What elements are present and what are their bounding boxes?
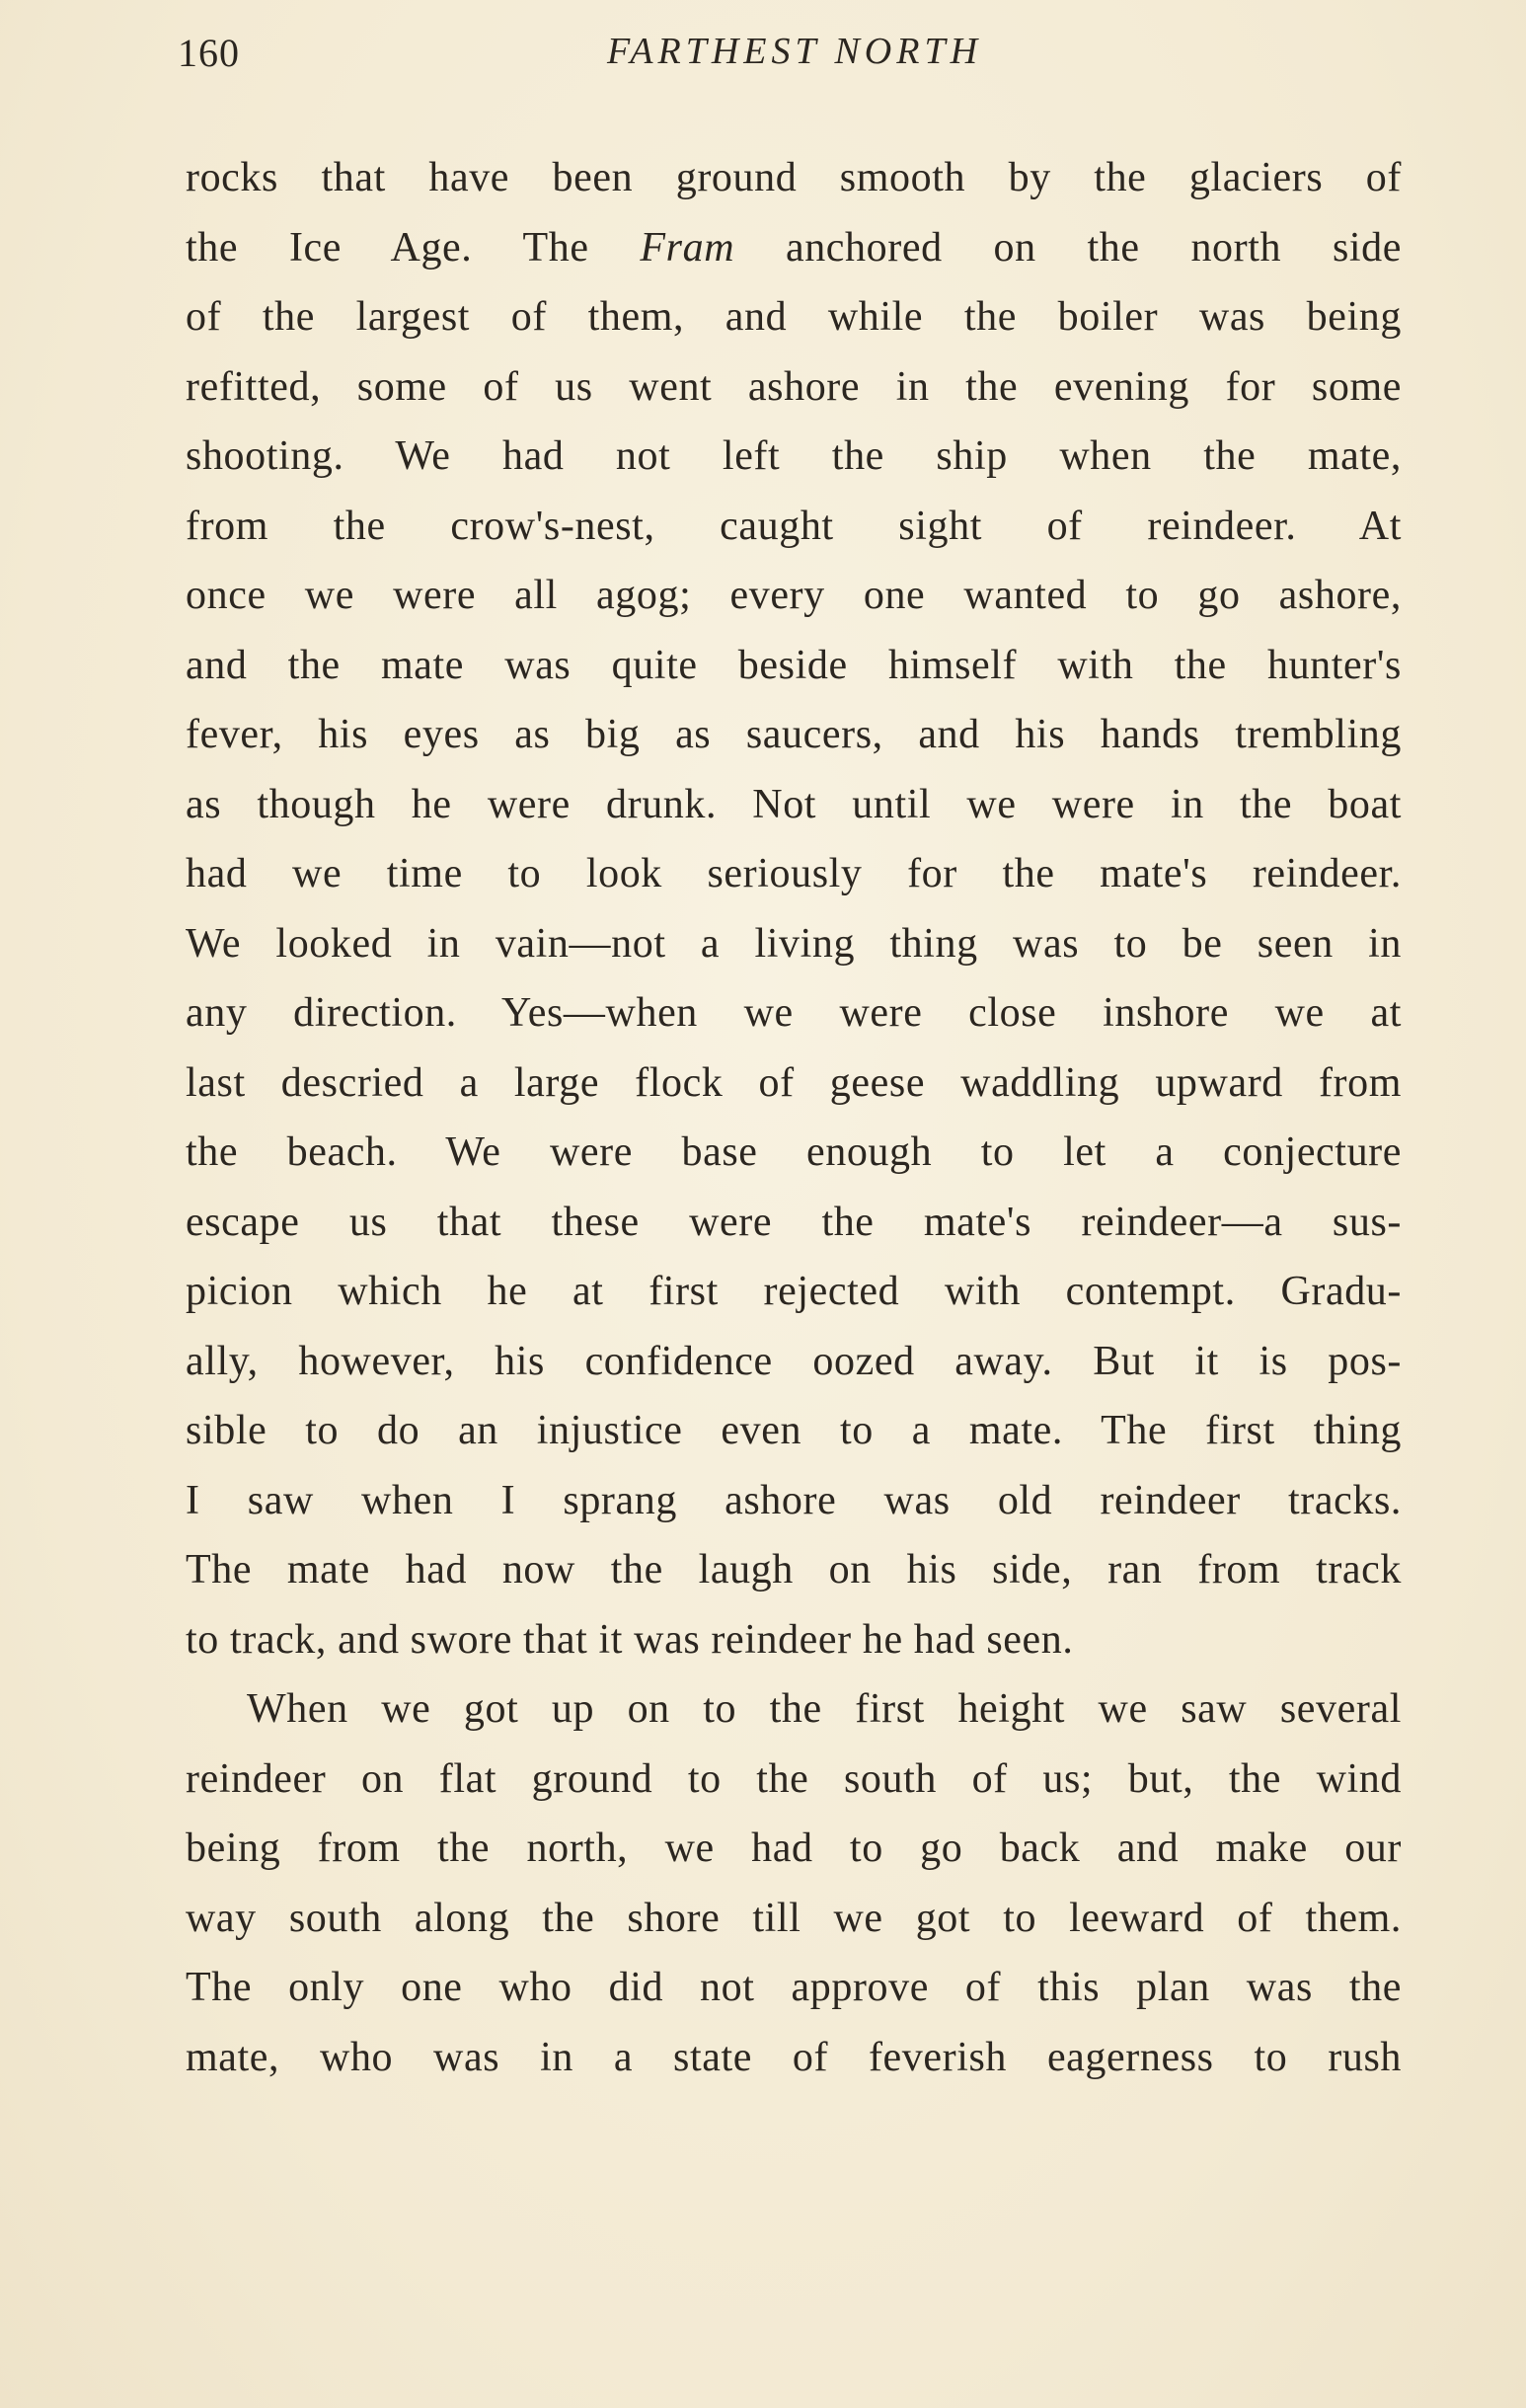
text-line: being from the north, we had to go back and make our [186,1825,1402,1871]
text-line: sible to do an injustice even to a mate. The first thing [186,1408,1402,1453]
text-line: When we got up on to the first height we saw several [247,1686,1402,1732]
text-line: shooting. We had not left the ship when the mate, [186,433,1402,479]
text-line: had we time to look seriously for the mate's reindeer. [186,851,1402,896]
text-line: once we were all agog; every one wanted to go ashore, [186,573,1402,618]
paragraph [186,143,1402,1674]
text-line: picion which he at first rejected with contempt. Gradu- [186,1269,1402,1314]
text-line: the Ice Age. The Fram anchored on the north side [186,224,1402,271]
text-line: to track, and swore that it was reindeer he had seen. [186,1616,1074,1663]
text-line: I saw when I sprang ashore was old reindeer tracks. [186,1477,1402,1523]
text-line: fever, his eyes as big as saucers, and his hands trembling [186,712,1402,757]
text-line: as though he were drunk. Not until we were in the boat [186,781,1402,827]
text-line: rocks that have been ground smooth by the glaciers of [186,155,1402,200]
text-line: escape us that these were the mate's reindeer—a sus- [186,1199,1402,1245]
body-text [186,143,1402,2092]
text-line: and the mate was quite beside himself with the hunter's [186,642,1402,688]
text-line: The only one who did not approve of this plan was the [186,1965,1402,2010]
text-line: way south along the shore till we got to leeward of them. [186,1895,1402,1941]
text-line: any direction. Yes—when we were close inshore we at [186,990,1402,1036]
ship-name-italic: Fram [640,224,735,271]
text-line: The mate had now the laugh on his side, ran from track [186,1547,1402,1592]
page-number: 160 [178,31,240,75]
text-line: reindeer on flat ground to the south of us; but, the wind [186,1755,1402,1802]
running-title: FARTHEST NORTH [606,31,983,72]
text-line: the beach. We were base enough to let a conjecture [186,1129,1402,1175]
text-line: refitted, some of us went ashore in the evening for some [186,363,1402,410]
running-head [178,30,1412,89]
text-line: last descried a large flock of geese waddling upward from [186,1059,1402,1106]
text-line: mate, who was in a state of feverish eagerness to rush [186,2034,1402,2080]
text-line: ally, however, his confidence oozed away. But it is pos- [186,1338,1402,1384]
paragraph [186,1674,1402,2092]
text-line: of the largest of them, and while the boiler was being [186,294,1402,340]
text-line: from the crow's-nest, caught sight of reindeer. At [186,503,1402,549]
text-line: We looked in vain—not a living thing was to be seen in [186,920,1402,967]
